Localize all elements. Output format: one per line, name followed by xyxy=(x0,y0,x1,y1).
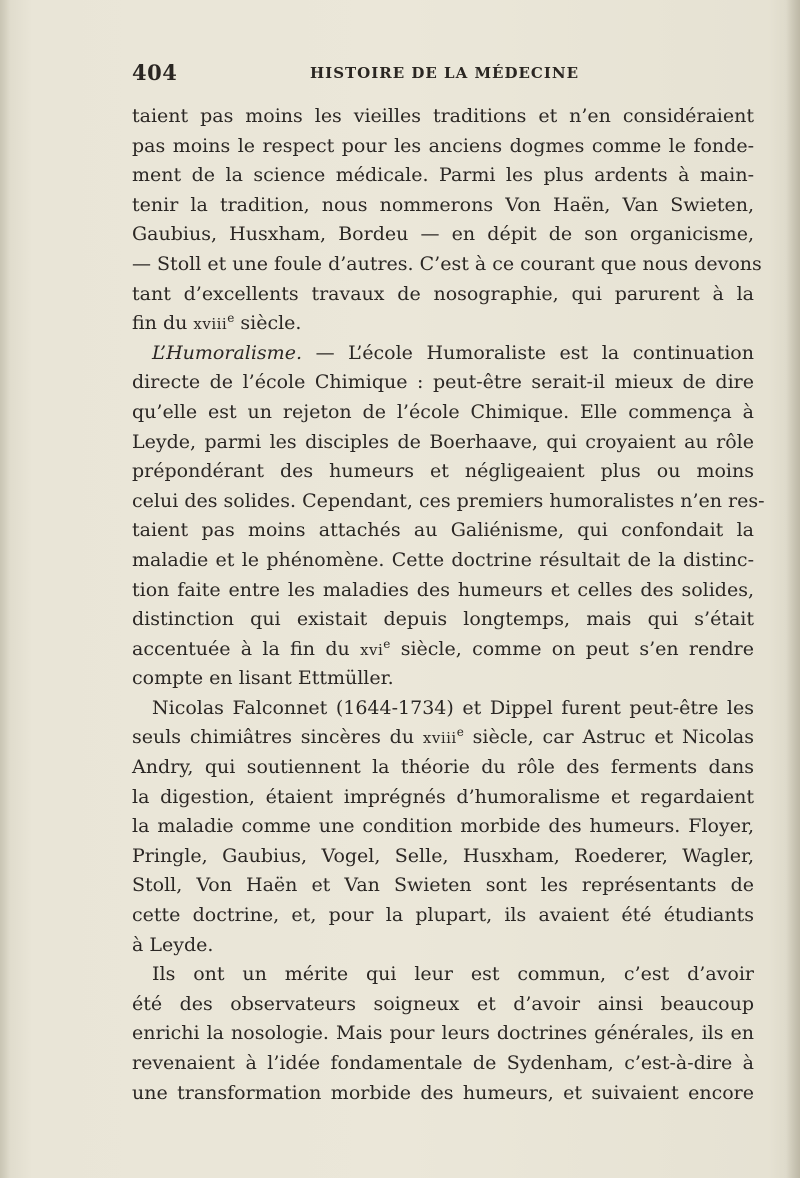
superscript: e xyxy=(456,725,464,740)
superscript: e xyxy=(227,311,235,326)
text-line: taient pas moins attachés au Galiénisme, qui confondait la xyxy=(132,519,754,542)
text-fragment: accentuée à la fin du xyxy=(132,637,361,660)
text-line: Leyde, parmi les disciples de Boerhaave, qui croyaient au rôle xyxy=(132,430,754,453)
running-head: HISTOIRE DE LA MÉDECINE xyxy=(310,64,580,82)
text-line: été des observateurs soigneux et d’avoir ainsi beaucoup xyxy=(132,992,754,1015)
text-line xyxy=(132,723,754,753)
body-text xyxy=(132,102,765,1108)
text-line: Stoll, Von Haën et Van Swieten sont les représentants de xyxy=(132,874,754,897)
text-fragment: siècle, car Astruc et Nicolas xyxy=(463,726,754,749)
text-line: Nicolas Falconnet (1644-1734) et Dippel furent peut-être les xyxy=(152,696,754,719)
text-line: à Leyde. xyxy=(132,933,214,956)
text-line: cette doctrine, et, pour la plupart, ils avaient été étudiants xyxy=(132,904,754,927)
text-line: qu’elle est un rejeton de l’école Chimique. Elle commença à xyxy=(132,400,754,423)
superscript: e xyxy=(383,636,391,651)
text-fragment: — L’école Humoraliste est la continuation xyxy=(301,341,754,364)
text-line: — Stoll et une foule d’autres. C’est à ce courant que nous devons xyxy=(132,252,762,275)
small-caps-century: xviii xyxy=(193,315,228,334)
text-line: enrichi la nosologie. Mais pour leurs doctrines générales, ils en xyxy=(132,1022,754,1045)
text-line: Andry, qui soutiennent la théorie du rôle des ferments dans xyxy=(132,756,754,779)
small-caps-century: xviii xyxy=(422,729,457,748)
text-fragment: siècle. xyxy=(234,312,302,335)
text-line: tant d’excellents travaux de nosographie, qui parurent à la xyxy=(132,282,754,305)
text-line xyxy=(132,309,754,339)
page-number: 404 xyxy=(132,60,178,85)
text-line: une transformation morbide des humeurs, et suivaient encore xyxy=(132,1081,754,1104)
text-line: la maladie comme une condition morbide des humeurs. Floyer, xyxy=(132,815,754,838)
page-left-edge-shadow xyxy=(0,0,10,1178)
text-line: tenir la tradition, nous nommerons Von Haën, Van Swieten, xyxy=(132,193,754,216)
text-line: pas moins le respect pour les anciens dogmes comme le fonde- xyxy=(132,134,754,157)
text-line: tion faite entre les maladies des humeurs et celles des solides, xyxy=(132,578,754,601)
text-fragment: fin du xyxy=(132,312,194,335)
text-line: la digestion, étaient imprégnés d’humoralisme et regardaient xyxy=(132,785,754,808)
text-line: revenaient à l’idée fondamentale de Sydenham, c’est-à-dire à xyxy=(132,1052,754,1074)
text-line: taient pas moins les vieilles traditions et n’en considéraient xyxy=(132,105,754,127)
text-line: Ils ont un mérite qui leur est commun, c’est d’avoir xyxy=(152,963,754,986)
section-title-humoralisme: L’Humoralisme. xyxy=(152,341,302,364)
text-line: prépondérant des humeurs et négligeaient plus ou moins xyxy=(132,460,754,483)
text-line: directe de l’école Chimique : peut-être serait-il mieux de dire xyxy=(132,371,754,394)
text-line: Pringle, Gaubius, Vogel, Selle, Husxham, Roederer, Wagler, xyxy=(132,844,754,867)
page-header xyxy=(132,60,754,90)
small-caps-century: xvi xyxy=(360,640,384,659)
page-right-edge-shadow xyxy=(786,0,800,1178)
text-line: ment de la science médicale. Parmi les plus ardents à main- xyxy=(132,164,754,187)
text-line: celui des solides. Cependant, ces premiers humoralistes n’en res- xyxy=(132,489,765,512)
text-line: compte en lisant Ettmüller. xyxy=(132,667,394,690)
section-heading-line xyxy=(132,339,754,369)
text-line: distinction qui existait depuis longtemps, mais qui s’était xyxy=(132,608,754,631)
text-line xyxy=(132,635,754,665)
text-fragment: seuls chimiâtres sincères du xyxy=(132,726,423,749)
text-line: Gaubius, Husxham, Bordeu — en dépit de son organicisme, xyxy=(132,223,754,246)
text-fragment: siècle, comme on peut s’en rendre xyxy=(390,637,754,660)
text-line: maladie et le phénomène. Cette doctrine résultait de la distinc- xyxy=(132,548,754,571)
